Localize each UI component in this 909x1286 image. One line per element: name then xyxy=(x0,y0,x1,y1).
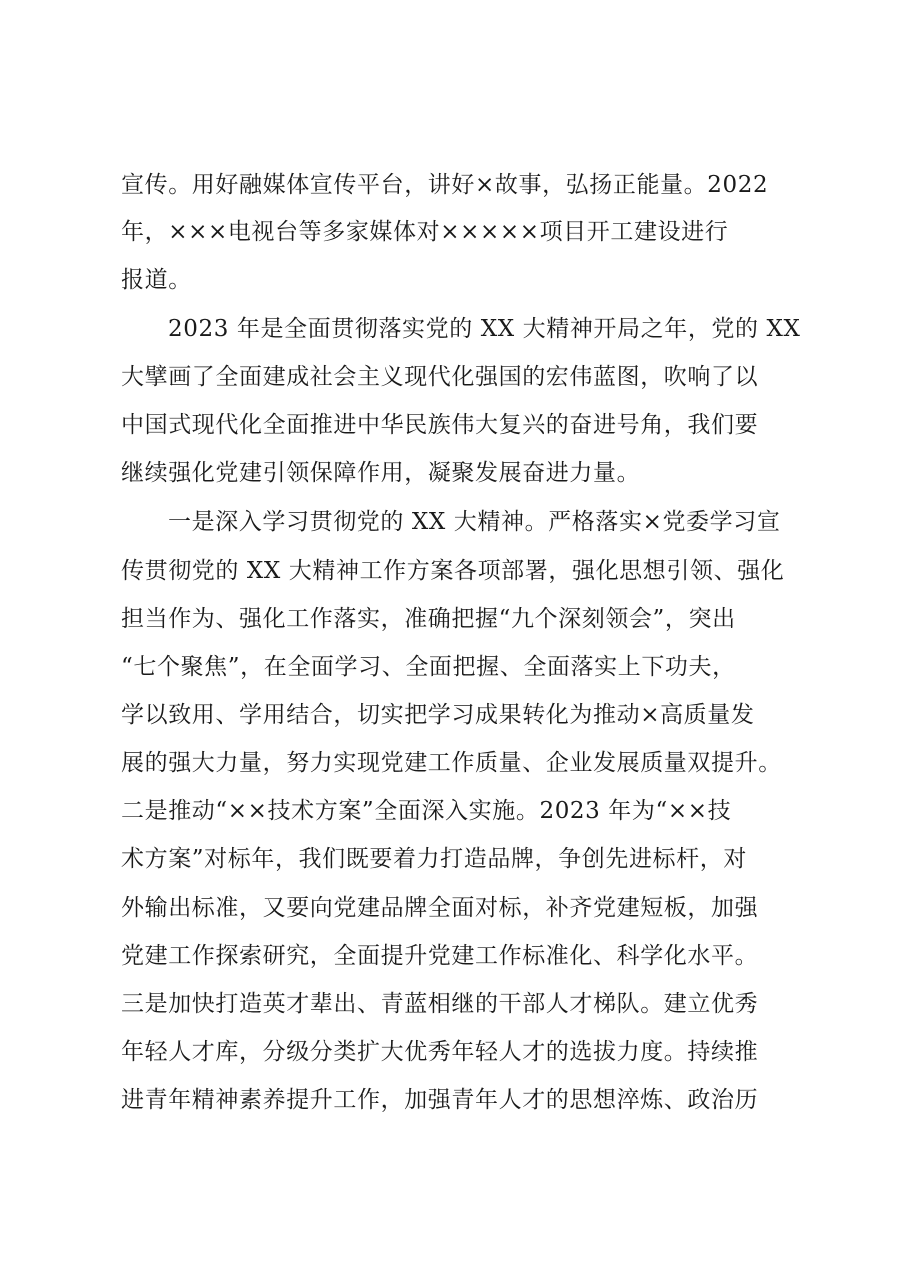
text-line-8: 一是深入学习贯彻党的 XX 大精神。严格落实×党委学习宣 xyxy=(168,509,781,535)
text-line-1: 宣传。用好融媒体宣传平台，讲好×故事，弘扬正能量。2022 xyxy=(121,172,769,198)
text-line-19: 年轻人才库，分级分类扩大优秀年轻人才的选拔力度。持续推 xyxy=(121,1039,759,1065)
text-line-7: 继续强化党建引领保障作用，凝聚发展奋进力量。 xyxy=(121,460,641,486)
text-line-20: 进青年精神素养提升工作，加强青年人才的思想淬炼、政治历 xyxy=(121,1087,759,1113)
text-line-14: 二是推动“××技术方案”全面深入实施。2023 年为“××技 xyxy=(121,798,732,824)
text-line-12: 学以致用、学用结合，切实把学习成果转化为推动×高质量发 xyxy=(121,702,755,728)
text-line-4: 2023 年是全面贯彻落实党的 XX 大精神开局之年，党的 XX xyxy=(168,316,801,342)
text-line-18: 三是加快打造英才辈出、青蓝相继的干部人才梯队。建立优秀 xyxy=(121,991,759,1017)
text-line-9: 传贯彻党的 XX 大精神工作方案各项部署，强化思想引领、强化 xyxy=(121,558,785,584)
text-line-2: 年，×××电视台等多家媒体对×××××项目开工建设进行 xyxy=(121,219,729,245)
text-line-5: 大擘画了全面建成社会主义现代化强国的宏伟蓝图，吹响了以 xyxy=(121,364,759,390)
text-line-3: 报道。 xyxy=(121,267,192,293)
text-line-10: 担当作为、强化工作落实，准确把握“九个深刻领会”，突出 xyxy=(121,606,736,632)
text-line-16: 外输出标准，又要向党建品牌全面对标，补齐党建短板，加强 xyxy=(121,895,759,921)
text-line-11: “七个聚焦”，在全面学习、全面把握、全面落实上下功夫， xyxy=(121,654,736,680)
text-line-6: 中国式现代化全面推进中华民族伟大复兴的奋进号角，我们要 xyxy=(121,412,759,438)
text-line-17: 党建工作探索研究，全面提升党建工作标准化、科学化水平。 xyxy=(121,943,759,969)
text-line-15: 术方案”对标年，我们既要着力打造品牌，争创先进标杆，对 xyxy=(121,846,747,872)
text-line-13: 展的强大力量，努力实现党建工作质量、企业发展质量双提升。 xyxy=(121,750,782,776)
